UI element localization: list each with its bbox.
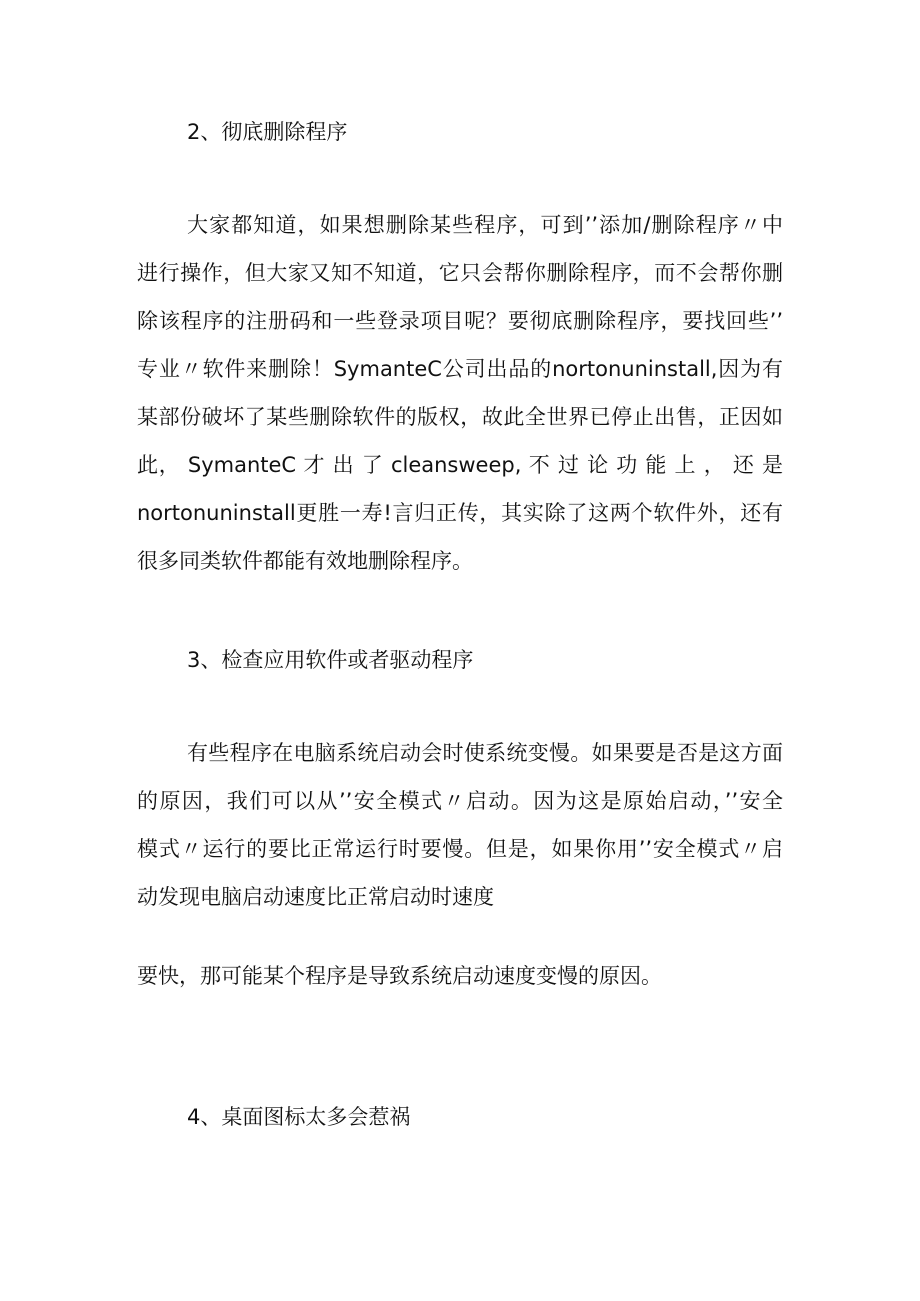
paragraph-line: 的原因，我们可以从’’安全模式〃启动。因为这是原始启动，’’安全: [137, 789, 783, 813]
paragraph-line: 进行操作，但大家又知不知道，它只会帮你删除程序，而不会帮你删: [137, 261, 783, 285]
paragraph-line: 大家都知道，如果想删除某些程序，可到’’添加/删除程序〃中: [187, 213, 783, 237]
paragraph-line: 要快，那可能某个程序是导致系统启动速度变慢的原因。: [137, 964, 662, 988]
paragraph-line: nortonuninstall更胜一寿!言归正传，其实除了这两个软件外，还有: [137, 501, 783, 525]
section-paragraph-3: [137, 729, 783, 921]
section-paragraph-2: [137, 201, 783, 585]
section-paragraph-3-continuation: [137, 952, 783, 1000]
paragraph-line: 此， SymanteC 才 出 了 cleansweep, 不 过 论 功 能 上 ， 还 是: [137, 453, 783, 477]
paragraph-line: 模式〃运行的要比正常运行时要慢。但是，如果你用’’安全模式〃启: [137, 837, 783, 861]
paragraph-line: 某部份破坏了某些删除软件的版权，故此全世界已停止出售，正因如: [137, 405, 783, 429]
paragraph-line: 很多同类软件都能有效地删除程序。: [137, 549, 473, 573]
paragraph-line: 有些程序在电脑系统启动会时使系统变慢。如果要是否是这方面: [187, 741, 783, 765]
section-heading-3: 3、检查应用软件或者驱动程序: [187, 648, 474, 672]
paragraph-line: 动发现电脑启动速度比正常启动时速度: [137, 885, 494, 909]
section-heading-4: 4、桌面图标太多会惹祸: [187, 1105, 411, 1129]
paragraph-line: 除该程序的注册码和一些登录项目呢？要彻底删除程序，要找回些’’: [137, 309, 783, 333]
paragraph-line: 专业〃软件来删除！SymanteC公司出品的nortonuninstall,因为有: [137, 357, 783, 381]
section-heading-2: 2、彻底删除程序: [187, 120, 348, 144]
